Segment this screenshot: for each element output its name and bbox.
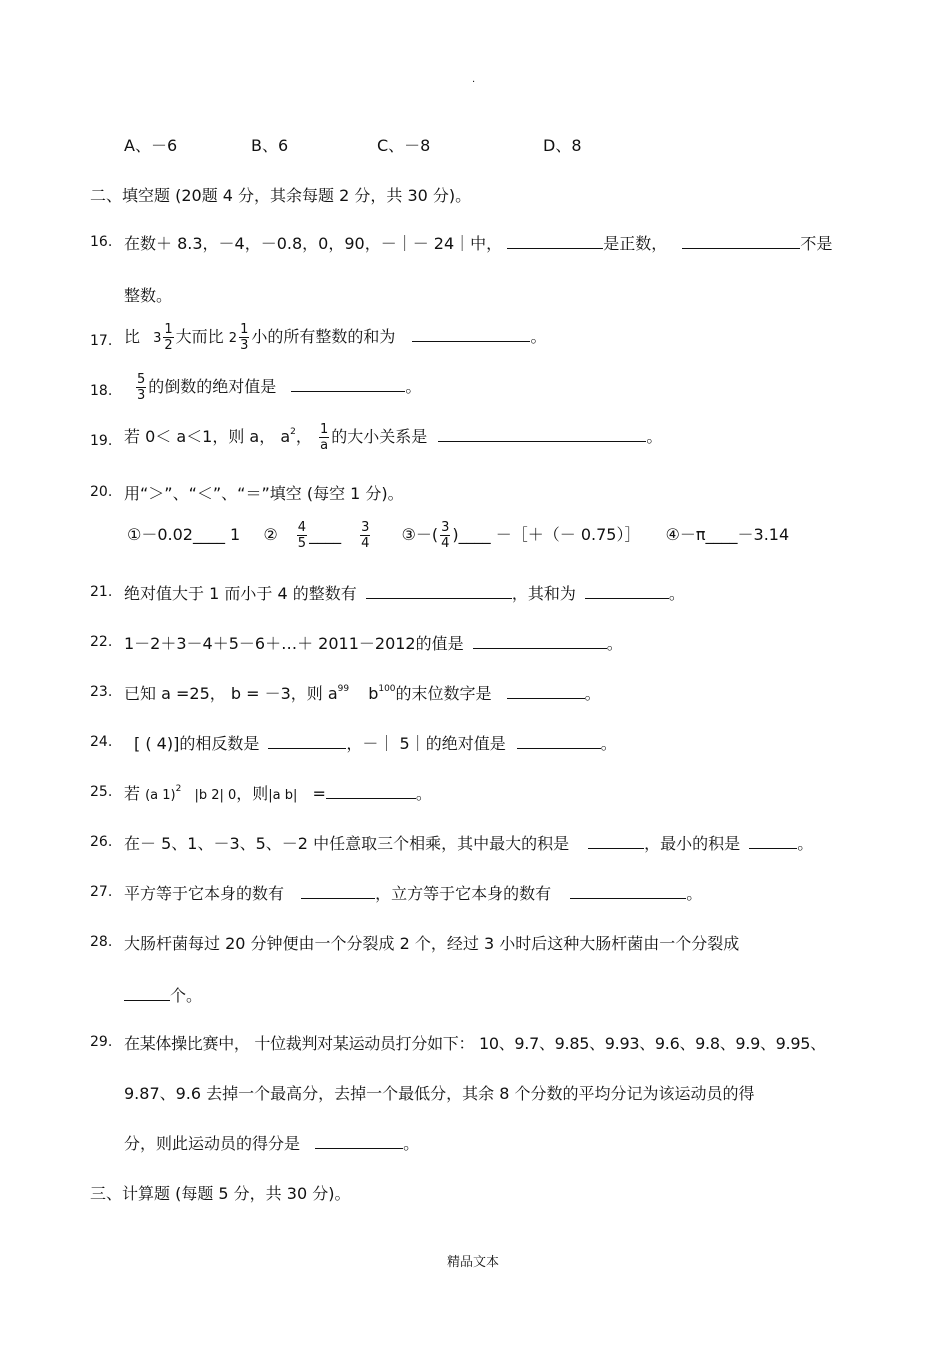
q26-text1: 在－ 5、1、－3、5、－2 中任意取三个相乘，其中最大的积是 bbox=[124, 834, 570, 853]
q18-text: 的倒数的绝对值是 bbox=[148, 377, 277, 396]
q20-part3-fraction: $\frac{3}{4}$ bbox=[441, 520, 450, 551]
q26-blank1[interactable] bbox=[588, 834, 644, 849]
q21-text1: 绝对值大于 1 而小于 4 的整数有 bbox=[124, 584, 357, 603]
q24-blank1[interactable] bbox=[268, 734, 346, 749]
q19-text2: ， bbox=[295, 427, 312, 446]
q19-line bbox=[124, 422, 662, 453]
q25-sup: 2 bbox=[175, 784, 182, 794]
q25-text1: 若 bbox=[124, 784, 141, 803]
section-3-title: 三、计算题 (每题 5 分，共 30 分)。 bbox=[90, 1184, 351, 1203]
q28-number: 28. bbox=[90, 934, 113, 950]
q25-end: 。 bbox=[415, 784, 432, 803]
q27-end: 。 bbox=[686, 884, 703, 903]
q24-blank2[interactable] bbox=[517, 734, 601, 749]
q24-text2: ，－｜ 5｜的绝对值是 bbox=[346, 734, 506, 753]
q20-part1: ①－0.02____ 1 bbox=[127, 525, 241, 544]
q25-number: 25. bbox=[90, 784, 113, 800]
q24-line bbox=[134, 731, 617, 754]
q25-line bbox=[124, 781, 432, 804]
q23-sup1: 99 bbox=[337, 684, 350, 694]
q20-part3-a: ③－( bbox=[401, 525, 439, 544]
q29-text3: 分，则此运动员的得分是 bbox=[124, 1134, 301, 1153]
q23-blank[interactable] bbox=[507, 684, 585, 699]
q23-text3: 的末位数字是 bbox=[395, 684, 492, 703]
q21-blank2[interactable] bbox=[585, 584, 669, 599]
q26-line bbox=[124, 831, 813, 854]
q27-number: 27. bbox=[90, 884, 113, 900]
option-c: C、－8 bbox=[377, 136, 431, 155]
q21-text2: ，其和为 bbox=[511, 584, 576, 603]
q18-fraction: $\frac{5}{3}$ bbox=[137, 372, 146, 403]
footer-text: 精品文本 bbox=[447, 1255, 500, 1270]
q21-number: 21. bbox=[90, 584, 113, 600]
option-b: B、6 bbox=[251, 136, 289, 155]
q22-text: 1－2＋3－4＋5－6＋…＋ 2011－2012的值是 bbox=[124, 634, 464, 653]
q26-number: 26. bbox=[90, 834, 113, 850]
q23-text1: 已知 a =25， b = －3，则 a bbox=[124, 684, 338, 703]
q27-blank1[interactable] bbox=[301, 884, 375, 899]
q25-expr1: (a 1) bbox=[145, 788, 176, 803]
q22-number: 22. bbox=[90, 634, 113, 650]
q28-line1: 大肠杆菌每过 20 分钟便由一个分裂成 2 个，经过 3 小时后这种大肠杆菌由一个分裂成 bbox=[124, 934, 740, 953]
q17-text1: 比 bbox=[124, 327, 141, 346]
q19-end: 。 bbox=[646, 427, 663, 446]
q27-line bbox=[124, 881, 702, 904]
q16-blank1[interactable] bbox=[507, 234, 603, 249]
q18-number: 18. bbox=[90, 383, 113, 399]
q22-line bbox=[124, 631, 623, 654]
q20-part2-fraction1: $\frac{4}{5}$ bbox=[297, 520, 307, 551]
q27-text1: 平方等于它本身的数有 bbox=[124, 884, 285, 903]
q16-blank2[interactable] bbox=[682, 234, 800, 249]
q29-line3 bbox=[124, 1131, 419, 1154]
q28-line2 bbox=[124, 983, 202, 1006]
option-d: D、8 bbox=[543, 136, 582, 155]
q18-blank[interactable] bbox=[291, 377, 405, 392]
q27-text2: ，立方等于它本身的数有 bbox=[375, 884, 552, 903]
q18-line bbox=[134, 372, 421, 403]
q23-text2: b bbox=[368, 684, 379, 703]
q26-text2: ，最小的积是 bbox=[644, 834, 741, 853]
q28-blank[interactable] bbox=[124, 986, 170, 1001]
q22-end: 。 bbox=[606, 634, 623, 653]
q25-equals: = bbox=[312, 784, 326, 803]
q21-end: 。 bbox=[668, 584, 685, 603]
q29-blank[interactable] bbox=[315, 1134, 403, 1149]
q17-text3: 小的所有整数的和为 bbox=[251, 327, 396, 346]
q19-blank[interactable] bbox=[438, 427, 646, 442]
option-a: A、－6 bbox=[124, 136, 178, 155]
q16-number: 16. bbox=[90, 234, 113, 250]
q20-part4: ④－π____－3.14 bbox=[665, 525, 790, 544]
q21-line bbox=[124, 581, 685, 604]
q20-part3-b: )____ －［＋（－ 0.75）］ bbox=[452, 525, 641, 544]
q16-text1: 在数＋ 8.3，－4，－0.8，0，90，－｜－ 24｜中， bbox=[124, 234, 503, 253]
q20-parts bbox=[127, 520, 789, 551]
section-2-title: 二、填空题 (20题 4 分，其余每题 2 分，共 30 分)。 bbox=[90, 186, 472, 205]
q17-fraction2: $\frac{1}{3}$ bbox=[240, 322, 249, 353]
q23-end: 。 bbox=[584, 684, 601, 703]
q21-blank1[interactable] bbox=[366, 584, 512, 599]
q22-blank[interactable] bbox=[473, 634, 607, 649]
q25-blank[interactable] bbox=[326, 784, 416, 799]
q19-fraction: $\frac{1}{a}$ bbox=[319, 422, 329, 453]
q23-line bbox=[124, 681, 601, 704]
q18-end: 。 bbox=[405, 377, 422, 396]
q17-end: 。 bbox=[530, 327, 547, 346]
q20-part2-fraction2: $\frac{3}{4}$ bbox=[361, 520, 370, 551]
q29-line1: 在某体操比赛中， 十位裁判对某运动员打分如下： 10、9.7、9.85、9.93、9.6、9.8、9.9、9.95、 bbox=[124, 1034, 826, 1053]
q29-line2: 9.87、9.6 去掉一个最高分，去掉一个最低分，其余 8 个分数的平均分记为该运动员的得 bbox=[124, 1084, 755, 1103]
q23-number: 23. bbox=[90, 684, 113, 700]
q26-blank2[interactable] bbox=[749, 834, 797, 849]
header-dot: . bbox=[472, 74, 476, 85]
q16-line1 bbox=[124, 231, 832, 254]
q23-sup2: 100 bbox=[378, 684, 396, 694]
q24-end: 。 bbox=[600, 734, 617, 753]
q20-part2-blank[interactable]: ____ bbox=[309, 525, 342, 544]
q25-expr2: |b 2| 0 bbox=[194, 788, 237, 803]
q19-text1: 若 0＜ a＜1，则 a， a bbox=[124, 427, 291, 446]
q19-number: 19. bbox=[90, 433, 113, 449]
q17-whole2: 2 bbox=[228, 331, 238, 346]
q17-line bbox=[124, 322, 546, 353]
q20-part2-label: ② bbox=[263, 525, 278, 544]
q25-expr3: |a b| bbox=[268, 788, 298, 803]
q26-end: 。 bbox=[797, 834, 814, 853]
q16-text2: 是正数， bbox=[603, 234, 668, 253]
q24-number: 24. bbox=[90, 734, 113, 750]
q16-text3: 不是 bbox=[800, 234, 833, 253]
q17-blank[interactable] bbox=[412, 327, 530, 342]
q16-line2: 整数。 bbox=[124, 286, 173, 305]
q19-text3: 的大小关系是 bbox=[331, 427, 428, 446]
q17-whole1: 3 bbox=[153, 331, 162, 346]
q20-number: 20. bbox=[90, 484, 113, 500]
q24-text1: [ ( 4)]的相反数是 bbox=[134, 734, 260, 753]
q25-text2: ，则 bbox=[236, 784, 269, 803]
q29-number: 29. bbox=[90, 1034, 113, 1050]
q28-text2: 个。 bbox=[170, 986, 203, 1005]
q17-text2: 大而比 bbox=[175, 327, 224, 346]
q27-blank2[interactable] bbox=[570, 884, 686, 899]
q29-end: 。 bbox=[403, 1134, 420, 1153]
q17-fraction1: $\frac{1}{2}$ bbox=[164, 322, 173, 353]
q19-sup: 2 bbox=[290, 427, 296, 437]
q20-text: 用“＞”、“＜”、“＝”填空 (每空 1 分)。 bbox=[124, 484, 404, 503]
q17-number: 17. bbox=[90, 333, 113, 349]
